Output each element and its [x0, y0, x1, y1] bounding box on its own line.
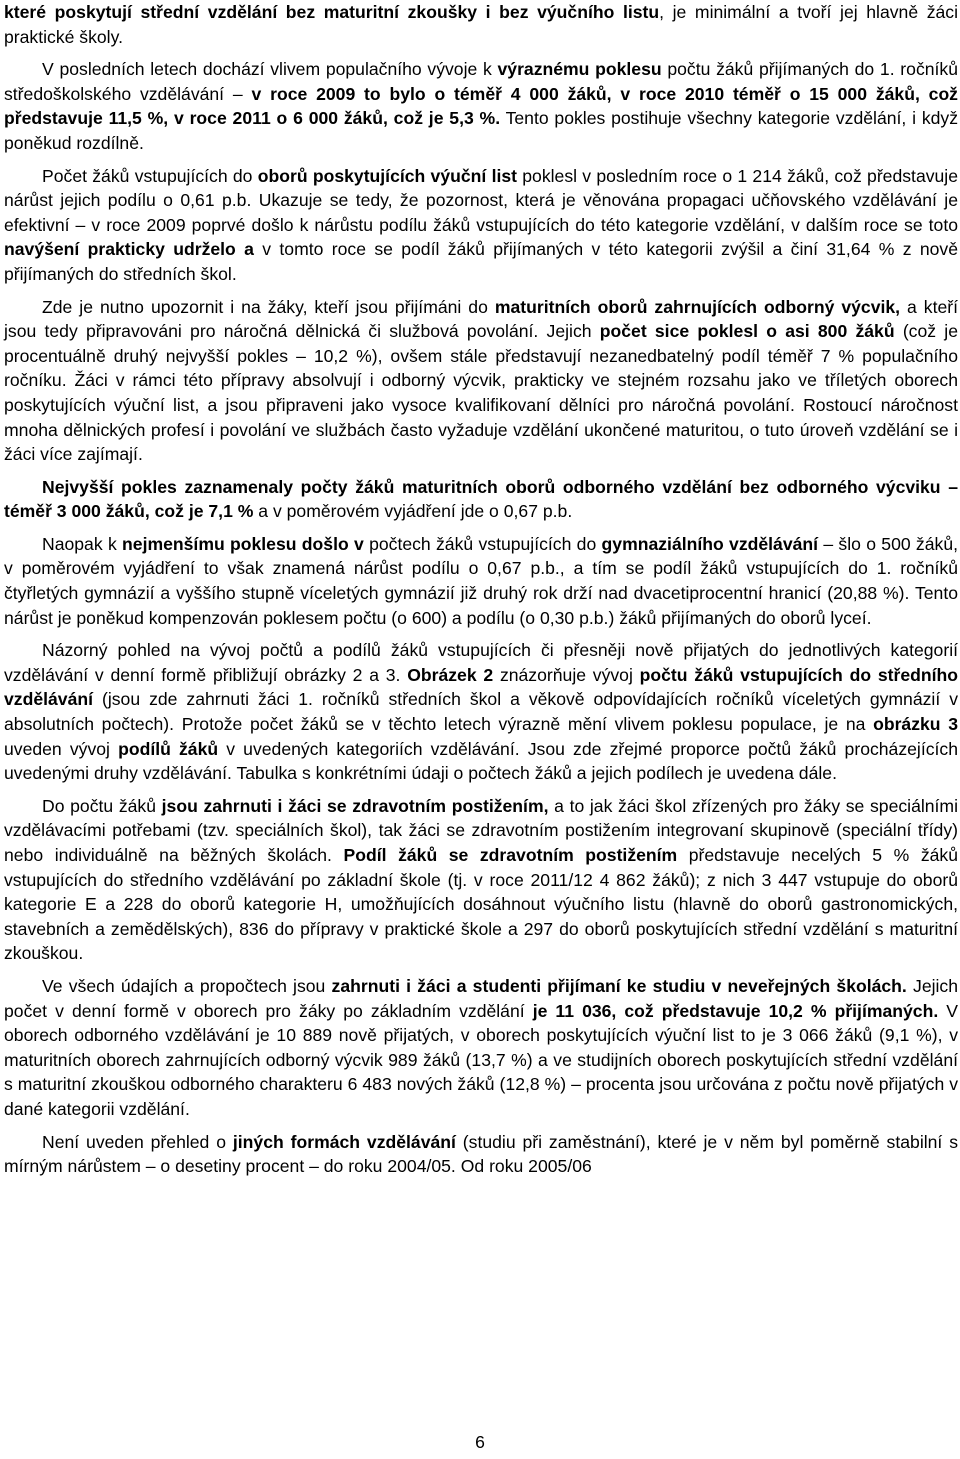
bold-text-run: zahrnuti i žáci a studenti přijímaní ke studiu v neveřejných školách.	[331, 975, 907, 996]
text-run: Jejich počet v denní formě v oborech pro žáky po základním vzdělání	[4, 975, 959, 1021]
text-run: uveden vývoj	[4, 738, 119, 759]
bold-text-run: Podíl žáků se zdravotním postižením	[343, 845, 678, 865]
text-run: Počet žáků vstupujících do	[42, 165, 258, 186]
text-run: a v poměrovém vyjádření jde o 0,67 p.b.	[253, 501, 573, 522]
text-run: Ve všech údajích a propočtech jsou	[42, 975, 332, 996]
text-run: v uvedených kategoriích vzdělávání. Jsou zde zřejmé proporce počtů žáků procházejících uvedenými druhy vzdělávání. Tabulka s konkrétními údaji o počtech žáků a jejich podílech je uvedena dále.	[4, 738, 958, 784]
text-run: v tomto roce se podíl žáků přijímaných v této kategorii zvýšil a činí 31,64 % z nově přijímaných do středních škol.	[4, 239, 959, 284]
paragraph	[4, 164, 958, 287]
text-run: , je minimální a tvoří jej hlavně žáci praktické školy.	[4, 2, 958, 47]
bold-text-run: nejmenšímu poklesu došlo v	[122, 533, 364, 554]
text-run: – šlo o 500 žáků, v poměrovém vyjádření to však znamená nárůst podílu o 0,67 p.b., a tím se podíl žáků vstupujících do 1. ročníků čtyřletých gymnázií a vyššího stupně víceletých gymnázií již druhý rok drží nad dvacetiprocentní hranicí (20,88 %). Tento nárůst je poněkud kompenzován poklesem počtu (o 600) a podílu (o 0,30 p.b.) žáků přijímaných do oborů lyceí.	[4, 533, 958, 628]
paragraph	[4, 57, 958, 155]
text-run: Názorný pohled na vývoj počtů a podílů žáků vstupujících či přesněji nově přijatých do jednotlivých kategorií vzdělávání v denní formě přibližují obrázky 2 a 3.	[4, 640, 958, 685]
bold-text-run: gymnaziálního vzdělávání	[601, 533, 819, 554]
bold-text-run: počtu žáků vstupujících do středního vzdělávání	[4, 664, 958, 710]
text-run: (což je procentuálně druhý nejvyšší pokles – 10,2 %), ovšem stále představují nezanedbatelný podíl téměř 7 % populačního ročníku. Žáci v rámci této přípravy absolvují i odborný výcvik, prakticky ve stejném rozsahu jako ve tříletých oborech poskytujících výuční list, a jsou připraveni jako vysoce kvalifikovaní dělníci pro náročná povolání. Rostoucí náročnost mnoha dělnických profesí i povolání ve službách často vyžaduje vzdělání ukončené maturitou, o tuto úroveň vzdělání se i žáci více zajímají.	[4, 321, 958, 465]
bold-text-run: obrázku 3	[873, 714, 958, 735]
bold-text-run: v roce 2009 to bylo o téměř 4 000 žáků, v roce 2010 téměř o 15 000 žáků, což představuje 11,5 %, v roce 2011 o 6 000 žáků, což je 5,3 %.	[4, 83, 958, 129]
bold-text-run: které poskytují střední vzdělání bez maturitní zkoušky i bez výučního listu	[4, 2, 660, 22]
text-run: poklesl v posledním roce o 1 214 žáků, což představuje nárůst jejich podílu o 0,61 p.b. Ukazuje se tedy, že pozornost, která je věnována propagaci učňovského vzdělávání je efektivní – v roce 2009 poprvé došlo k nárůstu podílu žáků vstupujících do této kategorie vzdělání, v dalším roce se toto	[4, 165, 958, 235]
text-run: Zde je nutno upozornit i na žáky, kteří jsou přijímáni do	[42, 296, 495, 317]
text-run: znázorňuje vývoj	[493, 664, 640, 685]
bold-text-run: podílů žáků	[118, 738, 219, 759]
paragraph	[4, 0, 958, 49]
bold-text-run: oborů poskytujících výuční list	[257, 165, 517, 186]
text-run: (jsou zde zahrnuti žáci 1. ročníků středních škol a věkově odpovídajících ročníků víceletých gymnázií v absolutních počtech). Protože počet žáků se v těchto letech výrazně mění vlivem poklesu populace, je na	[4, 689, 958, 735]
text-run: V posledních letech dochází vlivem populačního vývoje k	[42, 59, 498, 80]
page-number: 6	[475, 1432, 485, 1452]
bold-text-run: jiných formách vzdělávání	[232, 1131, 456, 1152]
paragraph	[4, 794, 958, 966]
text-run: Tento pokles postihuje všechny kategorie vzdělání, i když poněkud rozdílně.	[4, 108, 958, 153]
bold-text-run: Nejvyšší pokles zaznamenaly počty žáků maturitních oborů odborného vzdělání bez odborného výcviku – téměř 3 000 žáků, což je 7,1 %	[4, 476, 958, 522]
text-run: Není uveden přehled o	[42, 1131, 233, 1152]
text-run: počtech žáků vstupujících do	[363, 533, 602, 554]
bold-text-run: maturitních oborů zahrnujících odborný výcvik,	[494, 296, 901, 317]
bold-text-run: navýšení prakticky udrželo a	[4, 239, 254, 260]
bold-text-run: Obrázek 2	[407, 664, 494, 685]
paragraph	[4, 532, 958, 630]
text-run: představuje necelých 5 % žáků vstupujících do středního vzdělávání po základní škole (tj. v roce 2011/12 4 862 žáků); z nich 3 447 vstupuje do oborů kategorie E a 228 do oborů kategorie H, umožňujících dosáhnout výučního listu (hlavně do oborů gastronomických, stavebních a zemědělských), 836 do přípravy v praktické škole a 297 do oborů poskytujících střední vzdělání s maturitní zkouškou.	[4, 845, 958, 964]
text-run: (studiu při zaměstnání), které je v něm byl poměrně stabilní s mírným nárůstem – o desetiny procent – do roku 2004/05. Od roku 2005/06	[4, 1131, 958, 1177]
text-run: Do počtu žáků	[42, 795, 162, 816]
paragraph	[4, 974, 958, 1122]
paragraph	[4, 295, 958, 467]
paragraph	[4, 475, 958, 524]
text-run: a to jak žáci škol zřízených pro žáky se speciálními vzdělávacími potřebami (tzv. speciálních škol), tak žáci se zdravotním postižením integrovaní skupinově (speciální třídy) nebo individuálně na běžných školách.	[4, 795, 958, 865]
paragraph	[4, 638, 958, 786]
text-run: V oborech odborného vzdělávání je 10 889 nově přijatých, v oborech poskytujících výuční list to je 3 066 žáků (9,1 %), v maturitních oborech zahrnujících odborný výcvik 989 žáků (13,7 %) a ve studijních oborech poskytujících střední vzdělání s maturitní zkouškou odborného charakteru 6 483 nových žáků (12,8 %) – procenta jsou určována z počtu nově přijatých v dané kategorii vzdělání.	[4, 1000, 959, 1119]
body-text	[4, 0, 958, 1179]
text-run: Naopak k	[42, 533, 123, 554]
paragraph	[4, 1130, 958, 1179]
bold-text-run: výraznému poklesu	[497, 59, 662, 80]
bold-text-run: jsou zahrnuti i žáci se zdravotním postižením,	[161, 795, 549, 816]
bold-text-run: počet sice poklesl o asi 800 žáků	[599, 321, 895, 342]
text-run: a kteří jsou tedy připravováni pro náročná dělnická či službová povolání. Jejich	[4, 296, 958, 342]
bold-text-run: je 11 036, což představuje 10,2 % přijímaných.	[532, 1000, 939, 1021]
text-run: počtu žáků přijímaných do 1. ročníků středoškolského vzdělávání –	[4, 59, 958, 104]
